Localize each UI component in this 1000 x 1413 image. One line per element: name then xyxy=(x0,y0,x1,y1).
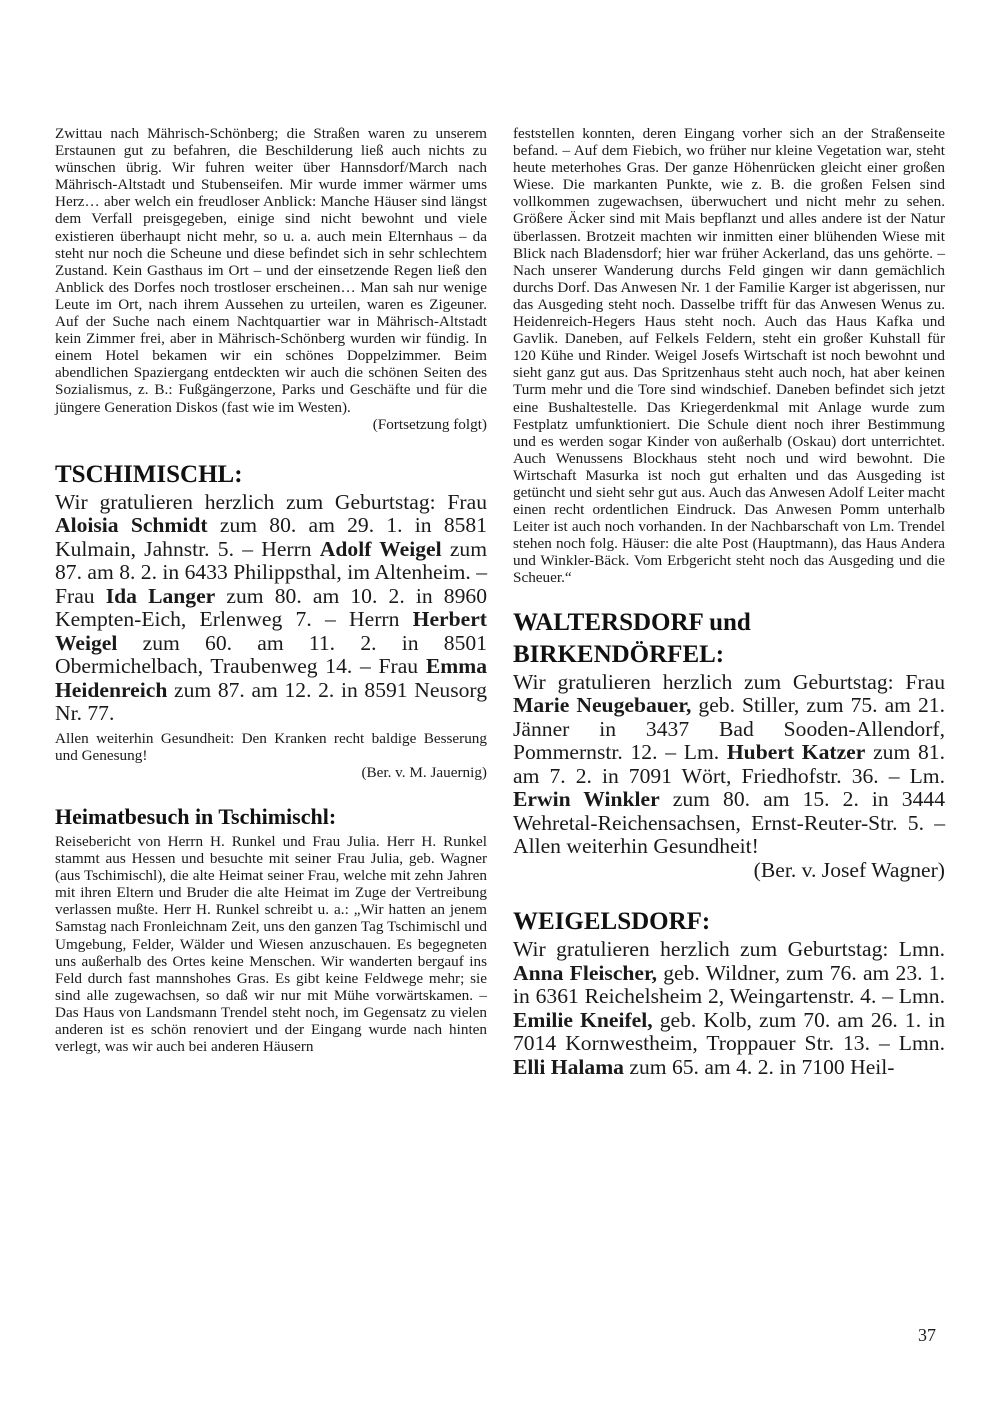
waltersdorf-heading: WALTERSDORF und BIRKENDÖRFEL: xyxy=(513,608,751,668)
waltersdorf-birthdays: Wir gratulieren herzlich zum Geburtstag: Frau Marie Neugebauer, geb. Stiller, zum 75. am 21. Jänner in 3437 Bad Sooden-Allendorf, Pommernstr. 12. – Lm. Hubert Katzer zum 81. am 7. 2. in 7091 Wört, Friedhofstr. 36. – Lm. Erwin Winkler zum 80. am 15. 2. in 3444 Wehretal-Reichensachsen, Ernst-Reuter-Str. 5. – Allen weiterhin Gesundheit! xyxy=(513,669,946,859)
tschimischl-wishes: Allen weiterhin Gesundheit: Den Kranken recht baldige Besserung und Genesung! xyxy=(55,729,487,764)
weigelsdorf-heading: WEIGELSDORF: xyxy=(513,908,711,936)
tschimischl-birthdays: Wir gratulieren herzlich zum Geburtstag: Frau Aloisia Schmidt zum 80. am 29. 1. in 8581 Kulmain, Jahnstr. 5. – Herrn Adolf Weigel zum 87. am 8. 2. in 6433 Philippsthal, im Altenheim. – Frau Ida Langer zum 80. am 10. 2. in 8960 Kempten-Eich, Erlenweg 7. – Herrn Herbert Weigel zum 60. am 11. 2. in 8501 Obermichelbach, Traubenweg 14. – Frau Emma Heidenreich zum 87. am 12. 2. in 8591 Neusorg Nr. 77. xyxy=(55,489,488,726)
heimatbesuch-heading: Heimatbesuch in Tschimischl: xyxy=(55,803,337,829)
left-column xyxy=(55,125,487,1055)
waltersdorf-reporter: (Ber. v. Josef Wagner) xyxy=(753,857,945,882)
heimatbesuch-body: Reisebericht von Herrn H. Runkel und Frau Julia. Herr H. Runkel stammt aus Hessen und besuchte mit seiner Frau Julia, geb. Wagner (aus Tschimischl), die alte Heimat seiner Frau, welche mit zehn Jahren mit ihren Eltern und Bruder die alte Heimat im Zuge der Vertreibung verlassen mußte. Herr H. Runkel schreibt u. a.: „Wir hatten an jenem Samstag nach Fronleichnam Zeit, uns den ganzen Tag Tschimischl und Umgebung, Felder, Wälder und Wiesen anzuschauen. Es begegneten uns außerhalb des Ortes keine Menschen. Wir wanderten bergauf ins Feld durch fast mannshohes Gras. Es gibt keine Feldwege mehr; sie sind alle zugewachsen, so daß wir nur mit Mühe vorwärtskamen. – Das Haus von Landsmann Trendel steht noch, im Gegensatz zu vielen anderen ist es schön renoviert und der Eingang wurde nach hinten verlegt, was wir auch bei anderen Häusern xyxy=(55,832,487,1056)
continued-note: (Fortsetzung folgt) xyxy=(372,415,487,433)
intro-paragraph: Zwittau nach Mährisch-Schönberg; die Straßen waren zu unserem Erstaunen gut zu befahren, die Beschilderung ließ auch nichts zu wünschen übrig. Wir fuhren weiter über Hannsdorf/March nach Mährisch-Altstadt und Stubenseifen. Mir wurde immer wärmer ums Herz… aber welch ein freudloser Anblick: Manche Häuser sind längst dem Verfall preisgegeben, einige sind nicht bewohnt und viele existieren überhaupt nicht mehr, so u. a. auch mein Elternhaus – da steht nur noch die Scheune und diese befindet sich in sehr schlechtem Zustand. Kein Gasthaus im Ort – und der einsetzende Regen ließ den Anblick des Dorfes noch trostloser erscheinen… Man sah nur wenige Leute im Ort, nach ihrem Aussehen zu urteilen, waren es Zigeuner. Auf der Suche nach einem Nachtquartier war in Mährisch-Altstadt kein Zimmer frei, aber in Mährisch-Schönberg wurden wir fündig. In einem Hotel bekamen wir ein schönes Doppelzimmer. Beim abendlichen Spaziergang entdeckten wir auch die schönen Seiten des Sozialismus, z. B.: Fußgängerzone, Parks und Geschäfte und für die jüngere Generation Diskos (fast wie im Westen). xyxy=(55,125,487,416)
weigelsdorf-birthdays: Wir gratulieren herzlich zum Geburtstag: Lmn. Anna Fleischer, geb. Wildner, zum 76. am 23. 1. in 6361 Reichelsheim 2, Weingartenstr. 4. – Lmn. Emilie Kneifel, geb. Kolb, zum 70. am 26. 1. in 7014 Kornwestheim, Troppauer Str. 13. – Lmn. Elli Halama zum 65. am 4. 2. in 7100 Heil- xyxy=(513,937,945,1079)
right-column xyxy=(513,125,945,1079)
tschimischl-reporter: (Ber. v. M. Jauernig) xyxy=(361,763,487,781)
report-continuation: feststellen konnten, deren Eingang vorher sich an der Straßenseite befand. – Auf dem Fiebich, wo früher nur kleine Vegetation war, steht heute meterhohes Gras. Der ganze Höhenrücken gleicht einer großen Wiese. Die markanten Punkte, wie z. B. die großen Felsen sind vollkommen zugewachsen, überwuchert und nicht mehr zu sehen. Größere Äcker sind mit Mais bepflanzt und alles andere ist der Natur überlassen. Brotzeit machten wir inmitten einer blühenden Wiese mit Blick nach Bladensdorf; hier war früher Ackerland, das uns gehörte. – Nach unserer Wanderung durchs Feld gingen wir dann gemächlich durchs Dorf. Das Anwesen Nr. 1 der Familie Karger ist abgerissen, nur das Ausgeding steht noch. Dasselbe trifft für das Anwesen Wenus zu. Heidenreich-Hegers Haus steht noch. Auch das Haus Kafka und Gavlik. Daneben, auf Felkels Feldern, steht ein großer Kuhstall für 120 Kühe und Rinder. Weigel Josefs Wirtschaft ist noch bewohnt und sieht ganz gut aus. Das Spritzenhaus steht auch noch, hat aber keinen Turm mehr und die Tore sind windschief. Daneben befindet sich jetzt eine Bushaltestelle. Das Kriegerdenkmal mit Anlage wurde zum Festplatz umfunktioniert. Die Schule dient noch ihrer Bestimmung und es werden sogar Kinder von außerhalb (Oskau) dort unterrichtet. Auch Wenussens Blockhaus steht noch und wird bewohnt. Die Wirtschaft Masurka ist noch gut erhalten und das Ausgeding ist getüncht und sieht sehr gut aus. Auch das Anwesen Adolf Leiter macht einen recht ordentlichen Eindruck. Das Anwesen Pomm unterhalb Leiter ist auch noch vorhanden. In der Nachbarschaft von Lm. Trendel stehen noch folg. Häuser: die alte Post (Hauptmann), das Haus Andera und Winkler-Bäck. Vom Erbgericht steht noch das Ausgeding und die Scheuer.“ xyxy=(513,125,945,587)
page-number: 37 xyxy=(918,1325,936,1345)
tschimischl-heading: TSCHIMISCHL: xyxy=(55,460,243,488)
